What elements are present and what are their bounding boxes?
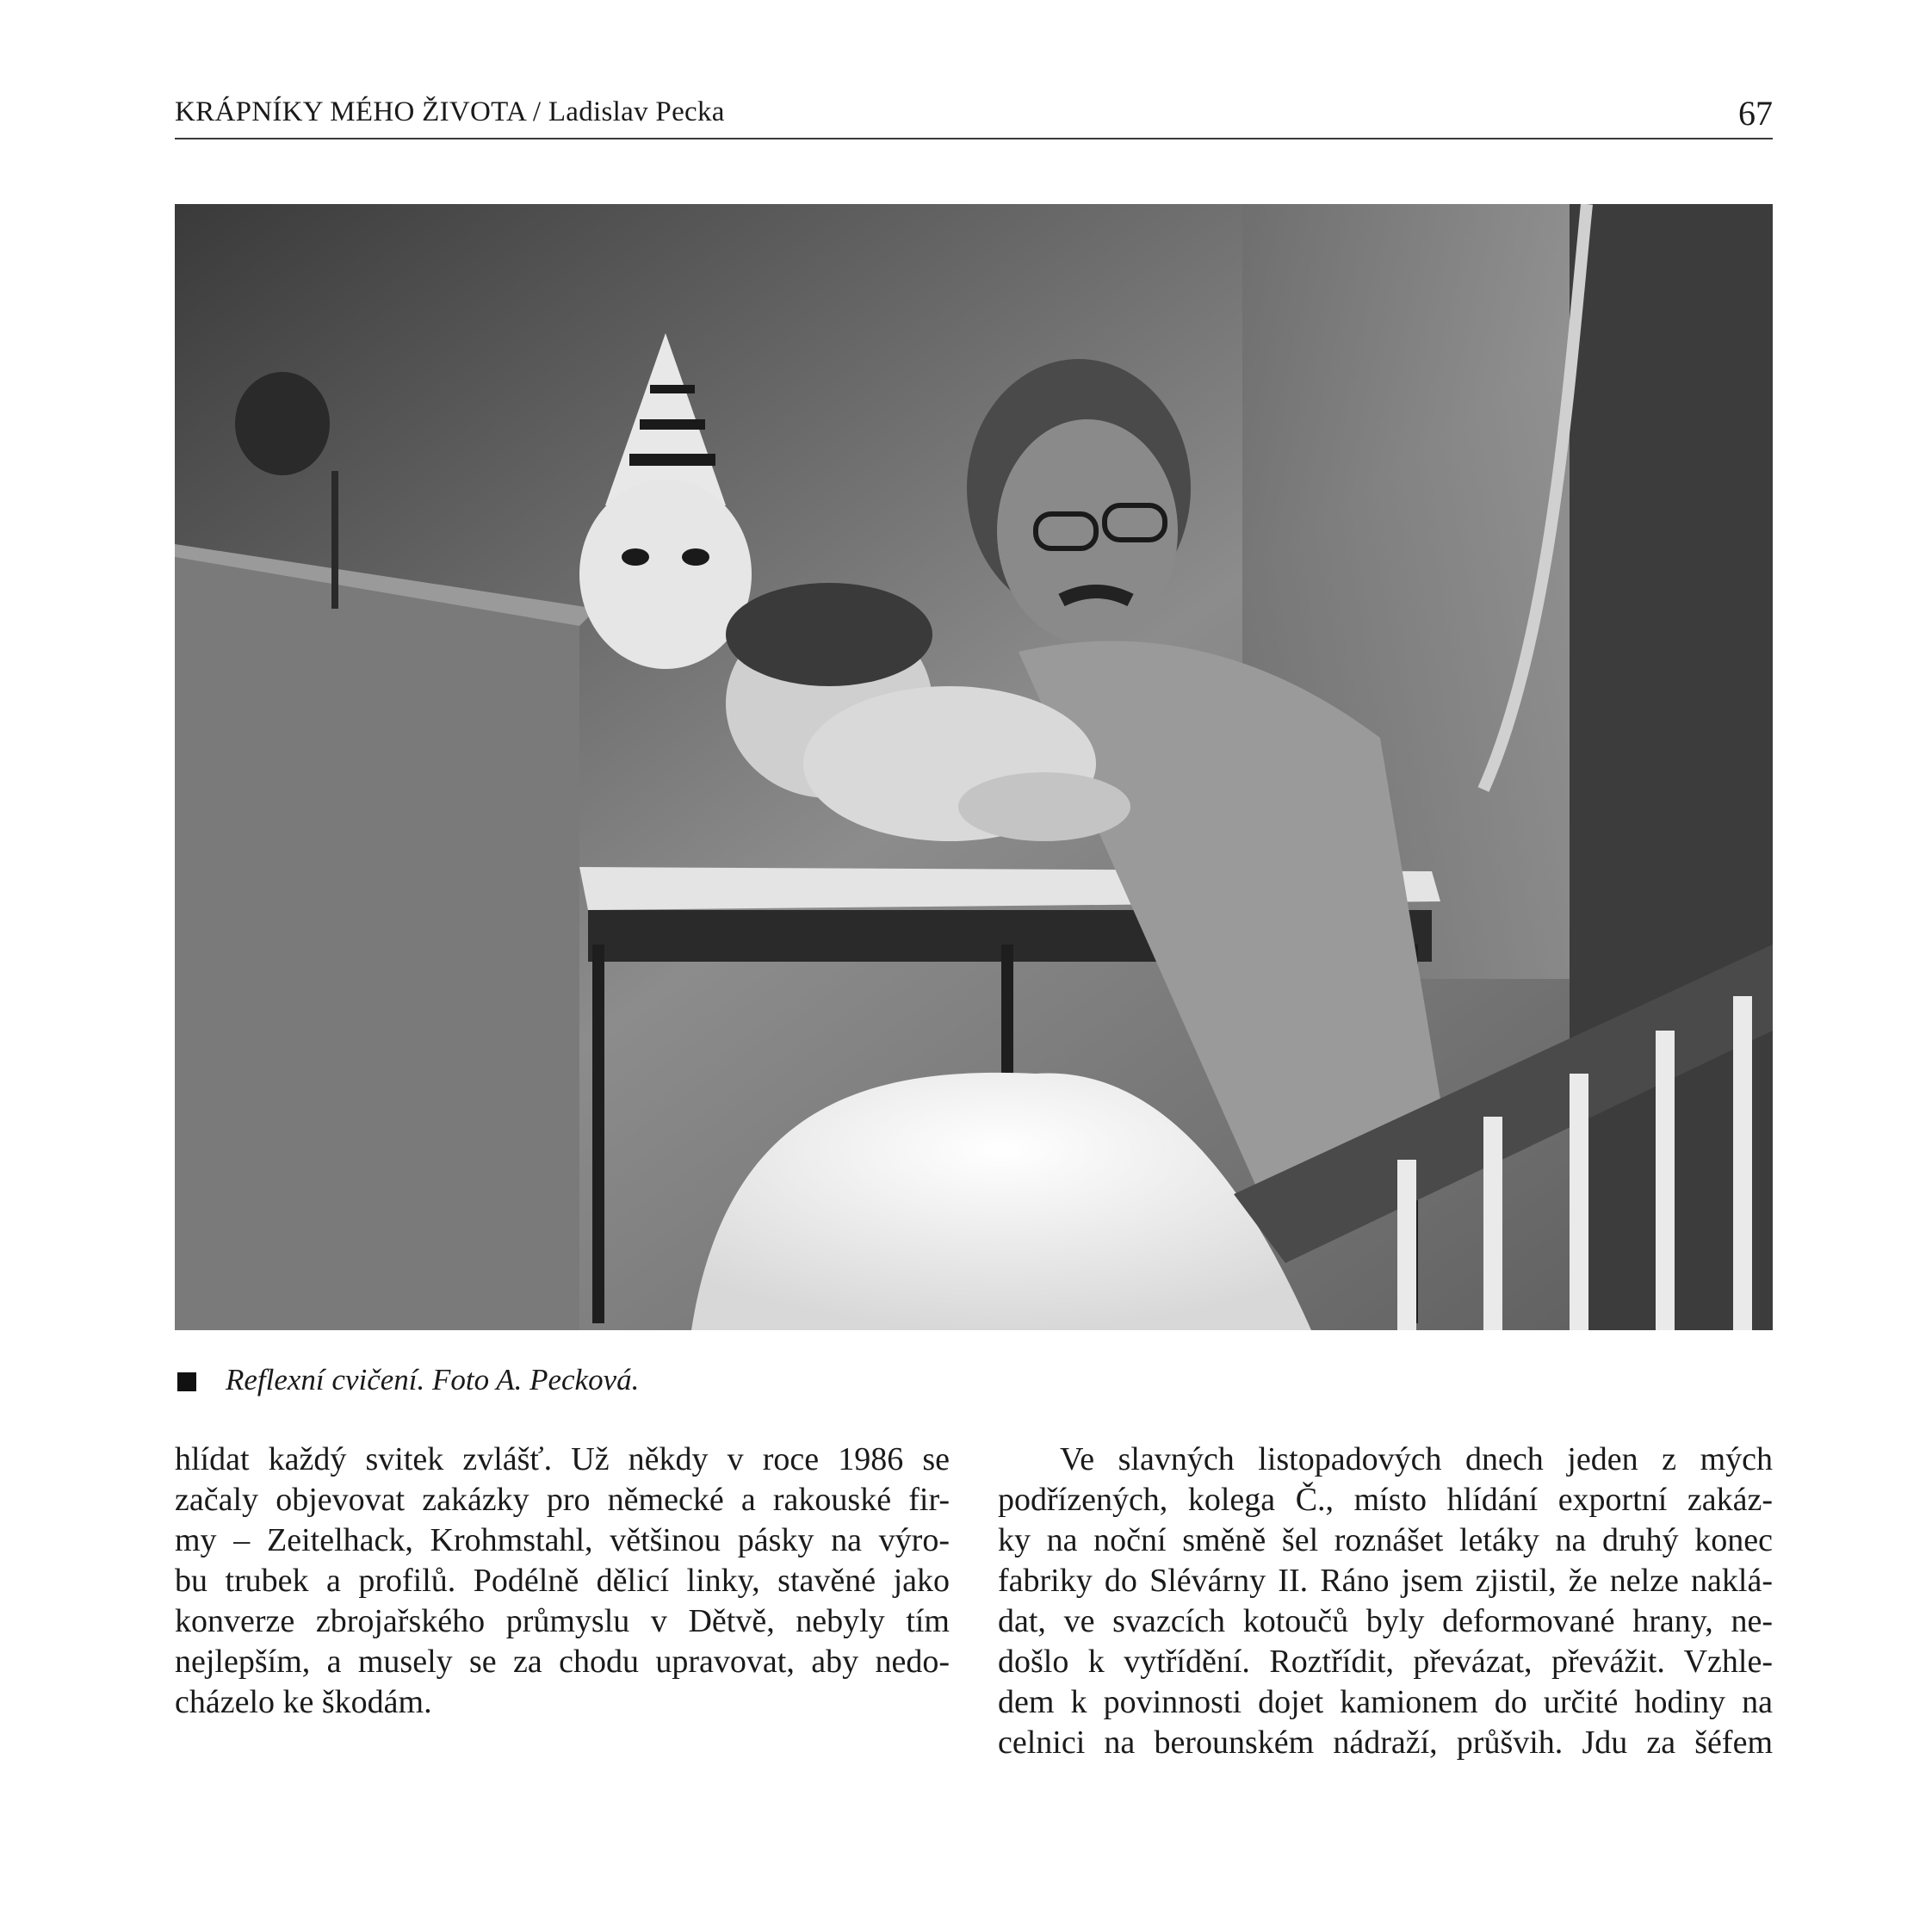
text-line: nejlepším, a musely se za chodu upravovat, aby nedo- <box>175 1644 950 1680</box>
text-line: konverze zbrojařského průmyslu v Dětvě, nebyly tím <box>175 1603 950 1639</box>
text-line: začaly objevovat zakázky pro německé a rakouské fir- <box>175 1482 950 1518</box>
text-line: hlídat každý svitek zvlášť. Už někdy v roce 1986 se <box>175 1441 950 1477</box>
text-line: fabriky do Slévárny II. Ráno jsem zjistil, že nelze naklá- <box>998 1563 1773 1599</box>
photo-illustration <box>175 204 1773 1330</box>
text-line: dem k povinnosti dojet kamionem do určité hodiny na <box>998 1684 1773 1720</box>
text-line: ky na noční směně šel roznášet letáky na druhý konec <box>998 1522 1773 1558</box>
body-text-left-column <box>175 1440 950 1723</box>
text-line: bu trubek a profilů. Podélně dělicí linky, stavěné jako <box>175 1563 950 1599</box>
photo-reflex-exercise <box>175 204 1773 1330</box>
text-line: celnici na berounském nádraží, průšvih. Jdu za šéfem <box>998 1725 1773 1761</box>
square-bullet-icon <box>177 1372 196 1391</box>
page-number: 67 <box>1738 94 1773 133</box>
running-header <box>175 93 1773 139</box>
text-line: cházelo ke škodám. <box>175 1684 432 1720</box>
text-line: došlo k vytřídění. Roztřídit, převázat, převážit. Vzhle- <box>998 1644 1773 1680</box>
text-line: dat, ve svazcích kotoučů byly deformované hrany, ne- <box>998 1603 1773 1639</box>
text-line: podřízených, kolega Č., místo hlídání exportní zakáz- <box>998 1482 1773 1518</box>
text-line: my – Zeitelhack, Krohmstahl, většinou pásky na výro- <box>175 1522 950 1558</box>
text-line: Ve slavných listopadových dnech jeden z mých <box>1060 1441 1773 1477</box>
body-text-right-column <box>998 1440 1773 1763</box>
caption-text: Reflexní cvičení. Foto A. Pecková. <box>226 1363 640 1396</box>
book-title-author: KRÁPNÍKY MÉHO ŽIVOTA / Ladislav Pecka <box>175 96 725 127</box>
